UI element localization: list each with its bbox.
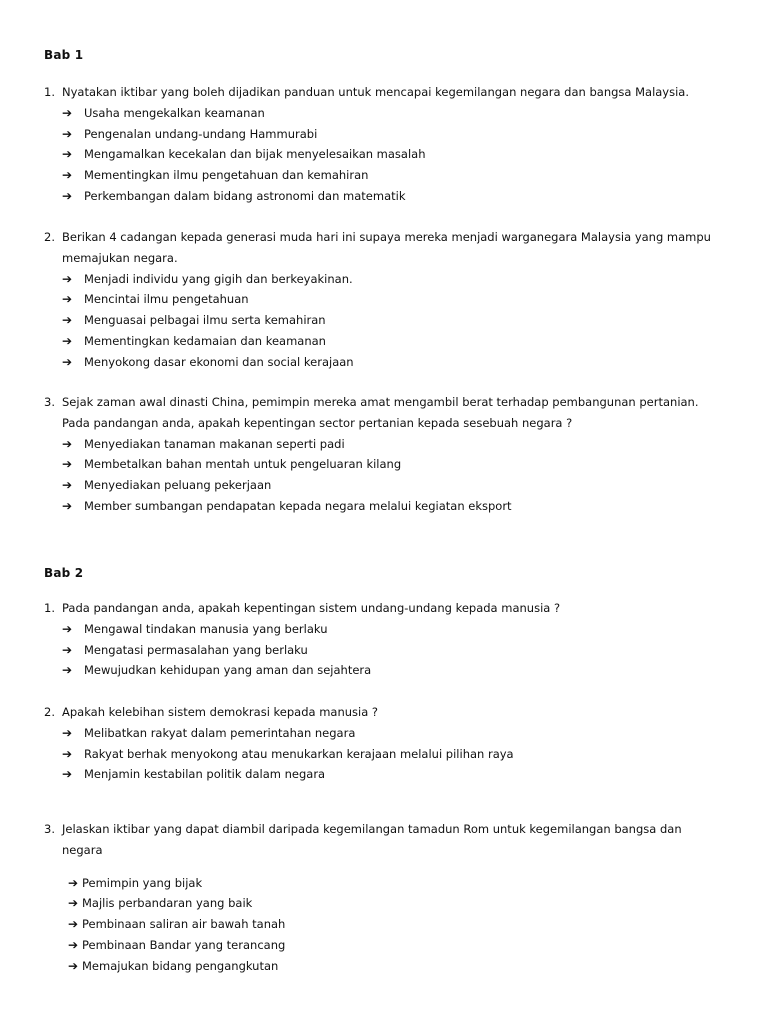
question-text: Nyatakan iktibar yang boleh dijadikan panduan untuk mencapai kegemilangan negara dan bangsa Malaysia. xyxy=(62,85,690,99)
arrow-right-icon: ➔ xyxy=(62,147,73,162)
answer-item: ➔ Menjamin kestabilan politik dalam negara xyxy=(44,764,724,785)
answer-item: ➔ Perkembangan dalam bidang astronomi dan matematik xyxy=(44,186,724,207)
answer-item: ➔ Mencintai ilmu pengetahuan xyxy=(44,289,724,310)
answer-item: ➔ Melibatkan rakyat dalam pemerintahan negara xyxy=(44,723,724,744)
question-number: 2. xyxy=(44,705,55,719)
answer-list xyxy=(44,619,724,681)
arrow-right-icon: ➔ xyxy=(68,937,79,952)
answer-item: ➔ Majlis perbandaran yang baik xyxy=(44,893,724,914)
answer-item: ➔ Member sumbangan pendapatan kepada negara melalui kegiatan eksport xyxy=(44,496,724,517)
arrow-right-icon: ➔ xyxy=(62,478,73,493)
arrow-right-icon: ➔ xyxy=(62,642,73,657)
question-text: Jelaskan iktibar yang dapat diambil daripada kegemilangan tamadun Rom untuk kegemilangan bangsa dan negara xyxy=(62,822,682,857)
answer-item: ➔ Mengawal tindakan manusia yang berlaku xyxy=(44,619,724,640)
question-text: Berikan 4 cadangan kepada generasi muda hari ini supaya mereka menjadi warganegara Malaysia yang mampu memajukan negara. xyxy=(62,230,711,265)
answer-list xyxy=(44,269,724,373)
answer-item: ➔ Pembinaan saliran air bawah tanah xyxy=(44,914,724,935)
question-text: Pada pandangan anda, apakah kepentingan sistem undang-undang kepada manusia ? xyxy=(62,601,561,615)
answer-list xyxy=(44,873,724,977)
answer-list xyxy=(44,103,724,207)
answer-list xyxy=(44,723,724,785)
answer-list xyxy=(44,434,724,517)
answer-item: ➔ Menyediakan tanaman makanan seperti padi xyxy=(44,434,724,455)
arrow-right-icon: ➔ xyxy=(62,168,73,183)
answer-item: ➔ Mementingkan kedamaian dan keamanan xyxy=(44,331,724,352)
arrow-right-icon: ➔ xyxy=(62,436,73,451)
question-bab2-1 xyxy=(44,598,724,681)
answer-item: ➔ Menyokong dasar ekonomi dan social kerajaan xyxy=(44,352,724,373)
answer-item: ➔ Membetalkan bahan mentah untuk pengeluaran kilang xyxy=(44,454,724,475)
answer-item: ➔ Mementingkan ilmu pengetahuan dan kemahiran xyxy=(44,165,724,186)
arrow-right-icon: ➔ xyxy=(68,875,79,890)
question-bab1-2 xyxy=(44,227,724,373)
question-text: Sejak zaman awal dinasti China, pemimpin mereka amat mengambil berat terhadap pembangunan pertanian. Pada pandangan anda, apakah kepentingan sector pertanian kepada sesebuah negara ? xyxy=(62,395,699,430)
arrow-right-icon: ➔ xyxy=(62,333,73,348)
arrow-right-icon: ➔ xyxy=(62,313,73,328)
chapter-title-bab-2: Bab 2 xyxy=(44,566,84,580)
question-number: 1. xyxy=(44,601,55,615)
answer-item: ➔ Mengamalkan kecekalan dan bijak menyelesaikan masalah xyxy=(44,144,724,165)
question-bab2-3 xyxy=(44,819,724,977)
answer-item: ➔ Menyediakan peluang pekerjaan xyxy=(44,475,724,496)
answer-item: ➔ Pengenalan undang-undang Hammurabi xyxy=(44,124,724,145)
arrow-right-icon: ➔ xyxy=(62,767,73,782)
arrow-right-icon: ➔ xyxy=(62,457,73,472)
arrow-right-icon: ➔ xyxy=(62,746,73,761)
question-text: Apakah kelebihan sistem demokrasi kepada manusia ? xyxy=(62,705,379,719)
question-bab1-1 xyxy=(44,82,724,207)
arrow-right-icon: ➔ xyxy=(68,917,79,932)
answer-item: ➔ Menguasai pelbagai ilmu serta kemahiran xyxy=(44,310,724,331)
arrow-right-icon: ➔ xyxy=(62,725,73,740)
answer-item: ➔ Mengatasi permasalahan yang berlaku xyxy=(44,640,724,661)
answer-item: ➔ Pembinaan Bandar yang terancang xyxy=(44,935,724,956)
arrow-right-icon: ➔ xyxy=(62,498,73,513)
answer-item: ➔ Menjadi individu yang gigih dan berkeyakinan. xyxy=(44,269,724,290)
answer-item: ➔ Rakyat berhak menyokong atau menukarkan kerajaan melalui pilihan raya xyxy=(44,744,724,765)
arrow-right-icon: ➔ xyxy=(62,126,73,141)
answer-item: ➔ Pemimpin yang bijak xyxy=(44,873,724,894)
arrow-right-icon: ➔ xyxy=(62,292,73,307)
arrow-right-icon: ➔ xyxy=(62,105,73,120)
arrow-right-icon: ➔ xyxy=(68,958,79,973)
question-number: 1. xyxy=(44,85,55,99)
answer-item: ➔ Usaha mengekalkan keamanan xyxy=(44,103,724,124)
question-bab2-2 xyxy=(44,702,724,785)
arrow-right-icon: ➔ xyxy=(62,621,73,636)
answer-item: ➔ Memajukan bidang pengangkutan xyxy=(44,956,724,977)
arrow-right-icon: ➔ xyxy=(68,896,79,911)
arrow-right-icon: ➔ xyxy=(62,663,73,678)
question-number: 2. xyxy=(44,230,55,244)
question-bab1-3 xyxy=(44,392,724,517)
chapter-title-bab-1: Bab 1 xyxy=(44,48,84,62)
arrow-right-icon: ➔ xyxy=(62,271,73,286)
question-number: 3. xyxy=(44,822,55,836)
arrow-right-icon: ➔ xyxy=(62,354,73,369)
arrow-right-icon: ➔ xyxy=(62,188,73,203)
question-number: 3. xyxy=(44,395,55,409)
answer-item: ➔ Mewujudkan kehidupan yang aman dan sejahtera xyxy=(44,660,724,681)
